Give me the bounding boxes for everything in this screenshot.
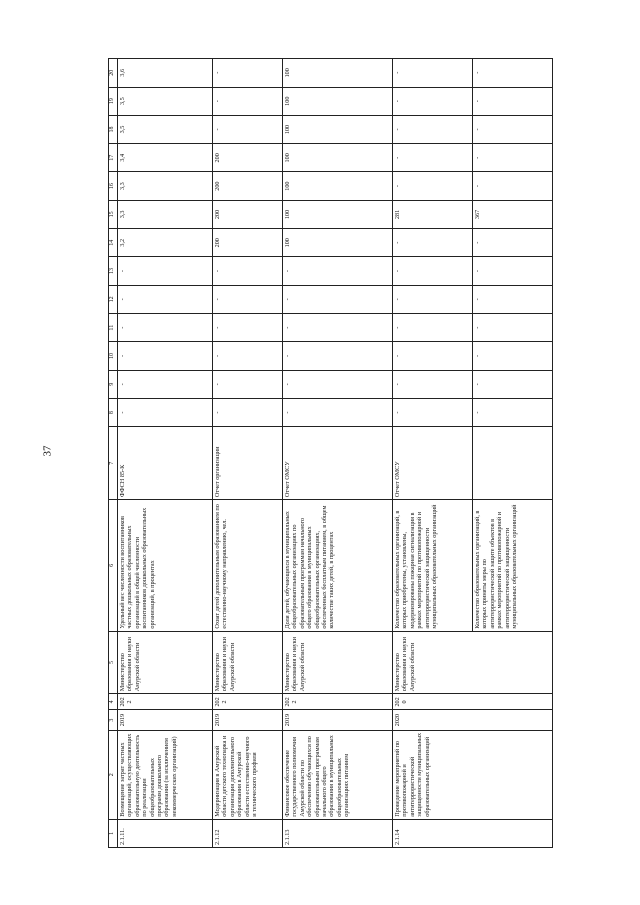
indicator-value: 100: [283, 87, 393, 115]
header-cell: 4: [109, 694, 118, 710]
indicator-value: -: [393, 314, 473, 342]
header-cell: 13: [109, 257, 118, 285]
indicator-value: -: [473, 398, 553, 426]
indicator-value: -: [473, 87, 553, 115]
start-year: 2019: [213, 710, 283, 730]
indicator-value: -: [118, 314, 213, 342]
header-cell: 11: [109, 314, 118, 342]
indicator-text: Количество образовательных организаций, в которых приобретены, установлены, модернизированы пожарная сигнализация в рамках мероприятий по противопожарной и антитеррористической защищенности муниципальных образовательных организаций: [393, 500, 473, 632]
indicator-value: -: [473, 229, 553, 257]
header-row: [109, 59, 118, 848]
table-row: [393, 59, 473, 848]
indicator-value: -: [393, 87, 473, 115]
header-cell: 3: [109, 710, 118, 730]
indicator-value: -: [118, 342, 213, 370]
indicator-value: 281: [393, 200, 473, 228]
indicator-value: -: [393, 285, 473, 313]
indicator-source: Отчет ОМСУ: [283, 427, 393, 500]
indicator-value: -: [393, 144, 473, 172]
row-number: 2.1.12: [213, 819, 283, 847]
indicator-value: -: [283, 342, 393, 370]
indicator-value: 3,5: [118, 115, 213, 143]
indicator-source: ФФСН 85-К: [118, 427, 213, 500]
indicator-value: 3,3: [118, 200, 213, 228]
header-cell: 12: [109, 285, 118, 313]
indicator-value: -: [213, 87, 283, 115]
indicator-source: Отчет ОМСУ: [393, 427, 473, 500]
table-row: [283, 59, 393, 848]
header-cell: 19: [109, 87, 118, 115]
executor: Министерство образования и науки Амурской области: [283, 631, 393, 694]
indicator-value: -: [213, 370, 283, 398]
indicator-value: -: [393, 342, 473, 370]
indicator-value: 3,3: [118, 172, 213, 200]
indicator-value: -: [118, 257, 213, 285]
start-year: 2019: [118, 710, 213, 730]
indicator-value: 200: [213, 200, 283, 228]
measure-name: Проведение мероприятий по противопожарной и антитеррористической защищенности муниципальных образовательных организаций: [393, 730, 553, 819]
indicator-value: -: [213, 59, 283, 88]
indicator-value: 367: [473, 200, 553, 228]
indicator-value: -: [393, 370, 473, 398]
row-number: 2.1.14: [393, 819, 553, 847]
indicator-value: -: [473, 257, 553, 285]
table-row: [213, 59, 283, 848]
table-row: [118, 59, 213, 848]
indicator-value: 100: [283, 59, 393, 88]
indicator-value: -: [118, 285, 213, 313]
header-cell: 2: [109, 730, 118, 819]
indicator-value: 3,5: [118, 87, 213, 115]
measure-name: Модернизация в Амурской области детского технопарка и организация дополнительного образования в Амурской области естественно-научного и технического профиля: [213, 730, 283, 819]
header-cell: 18: [109, 115, 118, 143]
indicator-text: Количество образовательных организаций, в которых приняты меры по антитеррористической защите объектов в рамках мероприятий по противопожарной и антитеррористической защищенности муниципальных образовательных организаций: [473, 500, 553, 632]
indicator-value: 200: [213, 144, 283, 172]
indicator-value: -: [283, 285, 393, 313]
header-cell: 20: [109, 59, 118, 88]
table-rotated-container: [108, 58, 528, 848]
end-year: 2022: [118, 694, 213, 710]
indicator-value: -: [393, 172, 473, 200]
indicator-value: -: [473, 314, 553, 342]
indicator-value: -: [283, 257, 393, 285]
indicator-value: -: [283, 398, 393, 426]
indicator-value: -: [118, 398, 213, 426]
indicator-value: -: [213, 398, 283, 426]
indicator-value: -: [283, 314, 393, 342]
header-cell: 10: [109, 342, 118, 370]
indicator-value: -: [213, 285, 283, 313]
indicator-source: [473, 427, 553, 500]
start-year: 2019: [283, 710, 393, 730]
indicator-value: 200: [213, 172, 283, 200]
header-cell: 1: [109, 819, 118, 847]
indicator-value: -: [473, 342, 553, 370]
indicator-value: -: [473, 144, 553, 172]
indicator-value: -: [393, 115, 473, 143]
indicator-value: 100: [283, 200, 393, 228]
measure-name: Возмещение затрат частных организаций, осуществляющих образовательную деятельность по реализации общеобразовательных программ дошкольного образования (за исключением некоммерческих организаций): [118, 730, 213, 819]
measure-name: Финансовое обеспечение государственного полномочия Амурской области по обеспечению обучающихся по образовательным программам начального общего образования в муниципальных общеобразовательных организациях питанием: [283, 730, 393, 819]
header-cell: 6: [109, 500, 118, 632]
end-year: 2022: [283, 694, 393, 710]
indicator-value: 100: [283, 229, 393, 257]
header-cell: 15: [109, 200, 118, 228]
indicator-value: -: [393, 398, 473, 426]
header-cell: 5: [109, 631, 118, 694]
program-table: [108, 58, 553, 848]
row-number: 2.1.11.: [118, 819, 213, 847]
indicator-text: Охват детей дополнительным образованием по естественно-научному направлению, чел.: [213, 500, 283, 632]
indicator-value: -: [393, 229, 473, 257]
end-year: 2022: [213, 694, 283, 710]
indicator-value: -: [473, 115, 553, 143]
header-cell: 14: [109, 229, 118, 257]
header-cell: 16: [109, 172, 118, 200]
indicator-text: Удельный вес численности воспитанников частных дошкольных образовательных организаций в общей численности воспитанников дошкольных образовательных организаций, в процентах: [118, 500, 213, 632]
indicator-value: -: [213, 342, 283, 370]
indicator-text: Доля детей, обучающихся в муниципальных общеобразовательных организациях по образовательным программам начального общего образования в муниципальных общеобразовательных организациях, обеспеченных бесплатным питанием, в общем количестве таких детей, в процентах: [283, 500, 393, 632]
indicator-value: 100: [283, 144, 393, 172]
indicator-value: -: [473, 59, 553, 88]
executor: Министерство образования и науки Амурской области: [118, 631, 213, 694]
indicator-value: 200: [213, 229, 283, 257]
indicator-value: -: [393, 59, 473, 88]
page-number: 37: [41, 445, 54, 457]
indicator-value: -: [213, 314, 283, 342]
indicator-value: -: [118, 370, 213, 398]
indicator-value: -: [473, 285, 553, 313]
executor: Министерство образования и науки Амурской области: [213, 631, 283, 694]
indicator-value: 3,6: [118, 59, 213, 88]
indicator-value: 3,2: [118, 229, 213, 257]
executor: Министерство образования и науки Амурской области: [393, 631, 553, 694]
indicator-value: 100: [283, 115, 393, 143]
indicator-value: -: [213, 115, 283, 143]
indicator-value: -: [473, 370, 553, 398]
header-cell: 7: [109, 427, 118, 500]
indicator-value: -: [473, 172, 553, 200]
row-number: 2.1.13: [283, 819, 393, 847]
header-cell: 9: [109, 370, 118, 398]
indicator-value: -: [283, 370, 393, 398]
start-year: 2020: [393, 710, 553, 730]
indicator-value: -: [393, 257, 473, 285]
end-year: 2020: [393, 694, 553, 710]
indicator-value: -: [213, 257, 283, 285]
header-cell: 17: [109, 144, 118, 172]
indicator-source: Отчет организации: [213, 427, 283, 500]
indicator-value: 3,4: [118, 144, 213, 172]
indicator-value: 100: [283, 172, 393, 200]
header-cell: 8: [109, 398, 118, 426]
